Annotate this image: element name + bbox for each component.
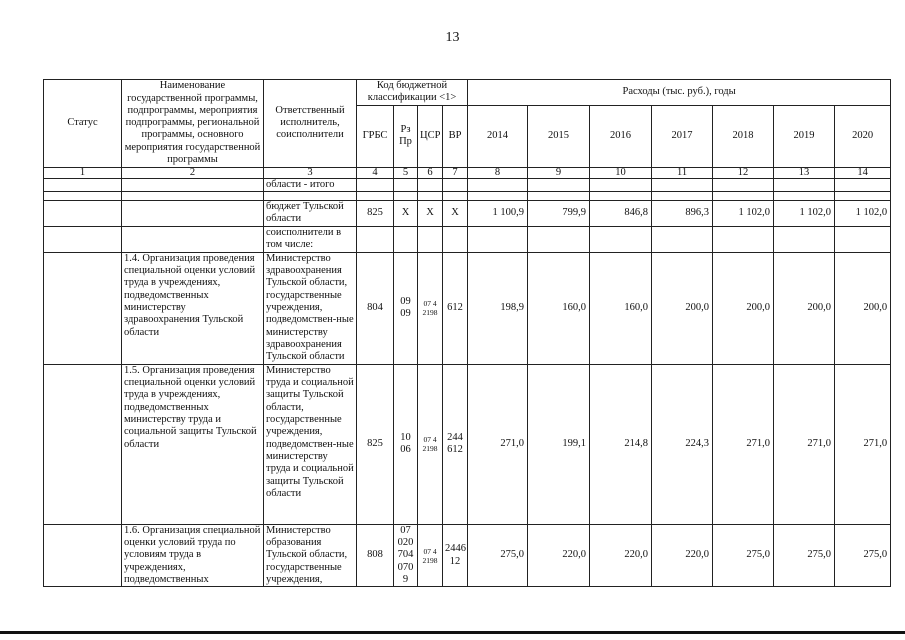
row-rzpr: Х: [394, 200, 418, 226]
header-year: 2019: [774, 105, 835, 167]
header-year: 2018: [713, 105, 774, 167]
row-rzpr: 09 09: [394, 252, 418, 364]
row-value: 224,3: [652, 364, 713, 524]
header-csr: ЦСР: [418, 105, 443, 167]
row-status: [44, 178, 122, 191]
row-value: 271,0: [774, 364, 835, 524]
row-vr: 2446 12: [443, 524, 468, 586]
row-value: 200,0: [713, 252, 774, 364]
row-grbs: 825: [357, 364, 394, 524]
row-rzpr: [394, 226, 418, 252]
row-value: [468, 226, 528, 252]
column-number: 2: [122, 167, 264, 178]
row-value: 1 100,9: [468, 200, 528, 226]
column-number: 1: [44, 167, 122, 178]
row-vr: [443, 226, 468, 252]
row-value: [590, 178, 652, 191]
header-responsible: Ответственный исполнитель, соисполнители: [264, 80, 357, 168]
header-row-1: [44, 80, 891, 106]
row-responsible: Министерство здравоохранения Тульской области, государственные учреждения, подведомствен-ные министерству здравоохранения Тульской области: [264, 252, 357, 364]
row-value: 220,0: [528, 524, 590, 586]
budget-table: [43, 79, 891, 587]
row-responsible: Министерство труда и социальной защиты Тульской области, государственные учреждения, подведомствен-ные министерству труда и социальной защиты Тульской области: [264, 364, 357, 524]
row-csr: [418, 226, 443, 252]
row-value: 1 102,0: [774, 200, 835, 226]
column-number: 14: [835, 167, 891, 178]
row-grbs: 825: [357, 200, 394, 226]
page-number: 13: [445, 30, 460, 45]
row-rzpr: 07 020 704 070 9: [394, 524, 418, 586]
row-value: 220,0: [652, 524, 713, 586]
row-value: [652, 178, 713, 191]
table-row: [44, 226, 891, 252]
column-number: 7: [443, 167, 468, 178]
row-value: [528, 178, 590, 191]
row-value: 200,0: [835, 252, 891, 364]
column-number: 8: [468, 167, 528, 178]
row-vr: Х: [443, 200, 468, 226]
row-responsible: бюджет Тульской области: [264, 200, 357, 226]
column-number: 10: [590, 167, 652, 178]
column-number: 9: [528, 167, 590, 178]
row-value: 1 102,0: [713, 200, 774, 226]
row-name: [122, 200, 264, 226]
table-row: [44, 364, 891, 524]
row-value: [528, 226, 590, 252]
row-csr: [418, 178, 443, 191]
row-value: 200,0: [652, 252, 713, 364]
row-value: [835, 178, 891, 191]
row-value: 275,0: [835, 524, 891, 586]
row-value: 896,3: [652, 200, 713, 226]
row-status: [44, 200, 122, 226]
table-row-spacer: [44, 191, 891, 200]
row-csr: Х: [418, 200, 443, 226]
row-name: 1.6. Организация специальной оценки условий труда по условиям труда в учреждениях, подведомственных: [122, 524, 264, 586]
column-number: 12: [713, 167, 774, 178]
header-year: 2020: [835, 105, 891, 167]
header-year: 2016: [590, 105, 652, 167]
header-rzpr: Рз Пр: [394, 105, 418, 167]
column-number: 3: [264, 167, 357, 178]
row-value: [468, 178, 528, 191]
table-row: [44, 524, 891, 586]
header-year: 2015: [528, 105, 590, 167]
row-responsible: Министерство образования Тульской области, государственные учреждения,: [264, 524, 357, 586]
row-csr: 07 4 2198: [418, 252, 443, 364]
row-value: [652, 226, 713, 252]
row-value: 799,9: [528, 200, 590, 226]
row-responsible: соисполнители в том числе:: [264, 226, 357, 252]
header-year: 2017: [652, 105, 713, 167]
row-status: [44, 524, 122, 586]
table-row: [44, 200, 891, 226]
row-value: [774, 226, 835, 252]
header-budget-code: Код бюджетной классификации <1>: [357, 80, 468, 106]
row-value: 275,0: [468, 524, 528, 586]
column-number: 11: [652, 167, 713, 178]
row-value: 275,0: [713, 524, 774, 586]
row-value: 199,1: [528, 364, 590, 524]
row-csr: 07 4 2198: [418, 364, 443, 524]
header-vr: ВР: [443, 105, 468, 167]
row-value: [835, 226, 891, 252]
table-row: [44, 252, 891, 364]
header-status: Статус: [44, 80, 122, 168]
row-value: 271,0: [835, 364, 891, 524]
row-status: [44, 226, 122, 252]
row-vr: 612: [443, 252, 468, 364]
row-grbs: 808: [357, 524, 394, 586]
header-name: Наименование государственной программы, подпрограммы, мероприятия подпрограммы, региональной программы, основного мероприятия государственной программы: [122, 80, 264, 168]
table-row: [44, 178, 891, 191]
column-number: 13: [774, 167, 835, 178]
row-value: 271,0: [468, 364, 528, 524]
row-status: [44, 252, 122, 364]
row-rzpr: 10 06: [394, 364, 418, 524]
row-value: [713, 226, 774, 252]
row-value: [590, 226, 652, 252]
row-value: 160,0: [528, 252, 590, 364]
row-vr: [443, 178, 468, 191]
row-name: [122, 178, 264, 191]
header-grbs: ГРБС: [357, 105, 394, 167]
page-bottom-border: [0, 631, 905, 634]
column-number: 5: [394, 167, 418, 178]
row-value: 160,0: [590, 252, 652, 364]
row-value: 846,8: [590, 200, 652, 226]
row-status: [44, 364, 122, 524]
row-name: [122, 226, 264, 252]
row-name: 1.5. Организация проведения специальной оценки условий труда в учреждениях, подведомственных министерству труда и социальной защиты Тульской области: [122, 364, 264, 524]
row-value: 271,0: [713, 364, 774, 524]
row-grbs: [357, 226, 394, 252]
row-grbs: 804: [357, 252, 394, 364]
row-responsible: области - итого: [264, 178, 357, 191]
header-year: 2014: [468, 105, 528, 167]
row-csr: 07 4 2198: [418, 524, 443, 586]
header-expenses: Расходы (тыс. руб.), годы: [468, 80, 891, 106]
row-value: 198,9: [468, 252, 528, 364]
row-grbs: [357, 178, 394, 191]
row-value: 200,0: [774, 252, 835, 364]
row-name: 1.4. Организация проведения специальной оценки условий труда в учреждениях, подведомственных министерству здравоохранения Тульской области: [122, 252, 264, 364]
row-rzpr: [394, 178, 418, 191]
row-value: [774, 178, 835, 191]
column-number: 6: [418, 167, 443, 178]
row-value: 1 102,0: [835, 200, 891, 226]
row-value: 214,8: [590, 364, 652, 524]
column-number-row: [44, 167, 891, 178]
column-number: 4: [357, 167, 394, 178]
row-value: 275,0: [774, 524, 835, 586]
row-value: [713, 178, 774, 191]
row-value: 220,0: [590, 524, 652, 586]
row-vr: 244 612: [443, 364, 468, 524]
